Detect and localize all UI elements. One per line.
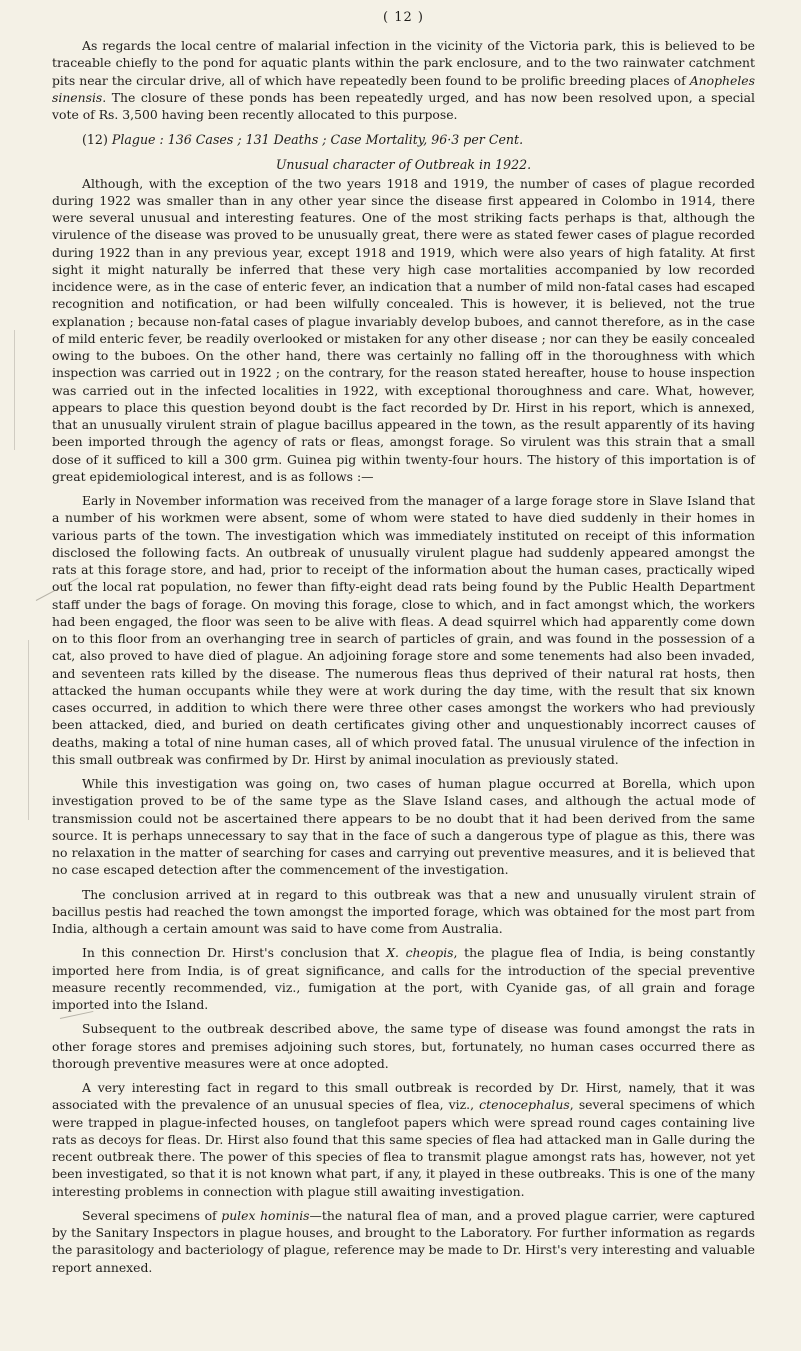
section-heading xyxy=(52,131,755,148)
paragraph-borella-cases: While this investigation was going on, two cases of human plague occurred at Borella, which upon investigation proved to be of the same type as the Slave Island cases, and although the actual mode of transmission could not be ascertained there appears to be no doubt that it had been derived from the same source. It is perhaps unnecessary to say that in the face of such a dangerous type of plague as this, there was no relaxation in the matter of searching for cases and carrying out preventive measures, and it is believed that no case escaped detection after the commencement of the investigation. xyxy=(52,776,755,878)
paper-fold-mark xyxy=(28,640,29,820)
paragraph-malaria: As regards the local centre of malarial infection in the vicinity of the Victoria park, this is believed to be traceable chiefly to the pond for aquatic plants within the park enclosure, and to the two rainwater catchment pits near the circular drive, all of which have repeatedly been found to be prolific breeding places of Anopheles sinensis. The closure of these ponds has been repeatedly urged, and has now been resolved upon, a special vote of Rs. 3,500 having been recently allocated to this purpose. xyxy=(52,38,755,122)
paragraph-pulex-hominis: Several specimens of pulex hominis—the natural flea of man, and a proved plague carrier, were captured by the Sanitary Inspectors in plague houses, and brought to the Laboratory. For further information as regards the parasitology and bacteriology of plague, reference may be made to Dr. Hirst's very interesting and valuable report annexed. xyxy=(52,1207,755,1275)
paragraph-forage-store-outbreak: Early in November information was received from the manager of a large forage store in Slave Island that a number of his workmen were absent, some of whom were stated to have died suddenly in their homes in various parts of the town. The investigation which was immediately instituted on receipt of this information disclosed the following facts. An outbreak of unusually virulent plague had suddenly appeared amongst the rats at this forage store, and had, prior to receipt of the information about the human cases, practically wiped out the local rat population, no fewer than fifty-eight dead rats being found by the Public Health Department staff under the bags of forage. On moving this forage, close to which, and in fact amongst which, the workers had been engaged, the floor was seen to be alive with fleas. A dead squirrel which had apparently come down on to this floor from an overhanging tree in search of particles of grain, and was found in the possession of a cat, also proved to have died of plague. An adjoining forage store and some tenements had also been invaded, and seventeen rats killed by the disease. The numerous fleas thus deprived of their natural rat hosts, then attacked the human occupants while they were at work during the day time, with the result that six known cases occurred, in addition to which there were three other cases amongst the workers who had previously been attacked, died, and buried on death certificates giving other and unquestionably incorrect causes of deaths, making a total of nine human cases, all of which proved fatal. The unusual virulence of the infection in this small outbreak was confirmed by Dr. Hirst by animal inoculation as previously stated. xyxy=(52,493,755,767)
paragraph-subsequent-outbreak: Subsequent to the outbreak described above, the same type of disease was found amongst the rats in other forage stores and premises adjoining such stores, but, fortunately, no human cases occurred there as thorough preventive measures were at once adopted. xyxy=(52,1021,755,1071)
paragraph-plague-overview: Although, with the exception of the two years 1918 and 1919, the number of cases of plague recorded during 1922 was smaller than in any other year since the disease first appeared in Colombo in 1914, there were several unusual and interesting features. One of the most striking facts perhaps is that, although the virulence of the disease was proved to be unusually great, there were as stated fewer cases of plague recorded during 1922 than in any previous year, except 1918 and 1919, which were also years of high fatality. At first sight it might naturally be inferred that these very high case mortalities accompanied by low recorded incidence were, as in the case of enteric fever, an indication that a number of mild non-fatal cases had escaped recognition and notification, or had been wilfully concealed. This is however, it is believed, not the true explanation ; because non-fatal cases of plague invariably develop buboes, and cannot therefore, as in the case of mild enteric fever, be readily overlooked or mistaken for any other disease ; nor can they be easily concealed owing to the buboes. On the other hand, there was certainly no falling off in the thoroughness with which inspection was carried out in 1922 ; on the contrary, for the reason stated hereafter, house to house inspection was carried out in the infected localities in 1922, with exceptional thoroughness and care. What, however, appears to place this question beyond doubt is the fact recorded by Dr. Hirst in his report, which is annexed, that an unusually virulent strain of plague bacillus appeared in the town, as the result apparently of its having been imported through the agency of rats or fleas, amongst forage. So virulent was this strain that a small dose of it sufficed to kill a 300 grm. Guinea pig within twenty-four hours. The history of this importation is of great epidemiological interest, and is as follows :— xyxy=(52,175,755,484)
section-number: (12) xyxy=(82,132,108,148)
paragraph-cheopis: In this connection Dr. Hirst's conclusion that X. cheopis, the plague flea of India, is being constantly imported here from India, is of great significance, and calls for the introduction of the special preventive measure recently recommended, viz., fumigation at the port, with Cyanide gas, of all grain and forage imported into the Island. xyxy=(52,945,755,1012)
paragraph-ctenocephalus: A very interesting fact in regard to this small outbreak is recorded by Dr. Hirst, namely, that it was associated with the prevalence of an unusual species of flea, viz., ctenocephalus, several specimens of which were trapped in plague-infected houses, on tanglefoot papers which were spread round cages containing live rats as decoys for fleas. Dr. Hirst also found that this same species of flea had attacked man in Galle during the recent outbreak there. The power of this species of flea to transmit plague amongst rats has, however, not yet been investigated, so that it is not known what part, if any, it played in these outbreaks. This is one of the many interesting problems in connection with plague still awaiting investigation. xyxy=(52,1080,756,1199)
section-title: Plague : 136 Cases ; 131 Deaths ; Case Mortality, 96·3 per Cent. xyxy=(111,132,524,148)
paper-fold-mark xyxy=(14,330,15,450)
page-number: ( 12 ) xyxy=(383,10,424,25)
paragraph-conclusion: The conclusion arrived at in regard to this outbreak was that a new and unusually virulent strain of bacillus pestis had reached the town amongst the imported forage, which was obtained for the most part from India, although a certain amount was said to have come from Australia. xyxy=(52,886,755,936)
section-subheading: Unusual character of Outbreak in 1922. xyxy=(275,156,532,172)
